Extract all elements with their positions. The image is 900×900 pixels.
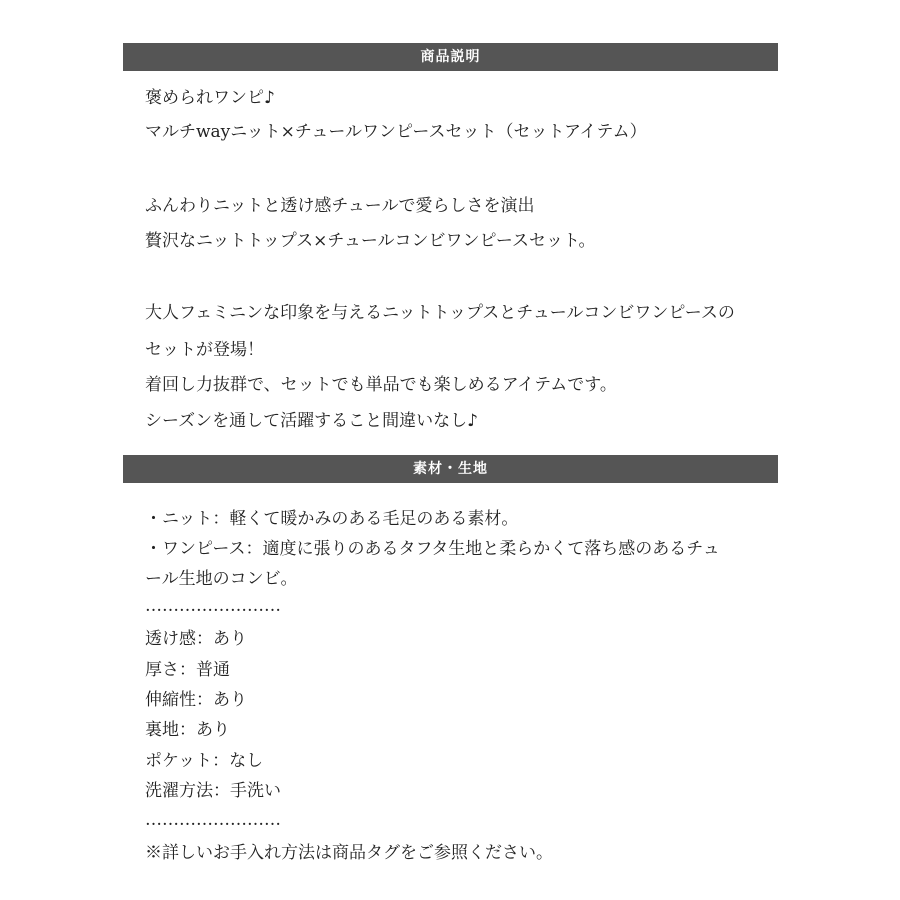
material-line: 透け感：あり [145, 629, 247, 649]
description-line: マルチwayニット×チュールワンピースセット（セットアイテム） [145, 122, 647, 142]
description-line: ふんわりニットと透け感チュールで愛らしさを演出 [145, 196, 535, 216]
material-line: 洗濯方法：手洗い [145, 781, 281, 801]
care-note: ※詳しいお手入れ方法は商品タグをご参照ください。 [145, 843, 553, 863]
description-line: 大人フェミニンな印象を与えるニットトップスとチュールコンビワンピースの [145, 303, 735, 323]
description-line: 着回し力抜群で、セットでも単品でも楽しめるアイテムです。 [145, 375, 617, 395]
material-line: 厚さ：普通 [145, 660, 230, 680]
separator-dots: …………………… [145, 810, 281, 830]
description-line: 贅沢なニットトップス×チュールコンビワンピースセット。 [145, 231, 596, 251]
separator-dots: …………………… [145, 596, 281, 616]
description-line: セットが登場！ [145, 340, 264, 360]
description-line: シーズンを通して活躍すること間違いなし♪ [145, 411, 478, 431]
material-line: ポケット：なし [145, 751, 264, 771]
material-line: ・ワンピース：適度に張りのあるタフタ生地と柔らかくて落ち感のあるチュ [145, 539, 720, 559]
material-line: ・ニット：軽くて暖かみのある毛足のある素材。 [145, 509, 519, 529]
material-line: 裏地：あり [145, 720, 230, 740]
section-header-material: 素材・生地 [123, 455, 778, 483]
section-header-description: 商品説明 [123, 43, 778, 71]
material-line: 伸縮性：あり [145, 690, 247, 710]
material-line: ール生地のコンビ。 [145, 569, 298, 589]
description-line: 褒められワンピ♪ [145, 88, 275, 108]
